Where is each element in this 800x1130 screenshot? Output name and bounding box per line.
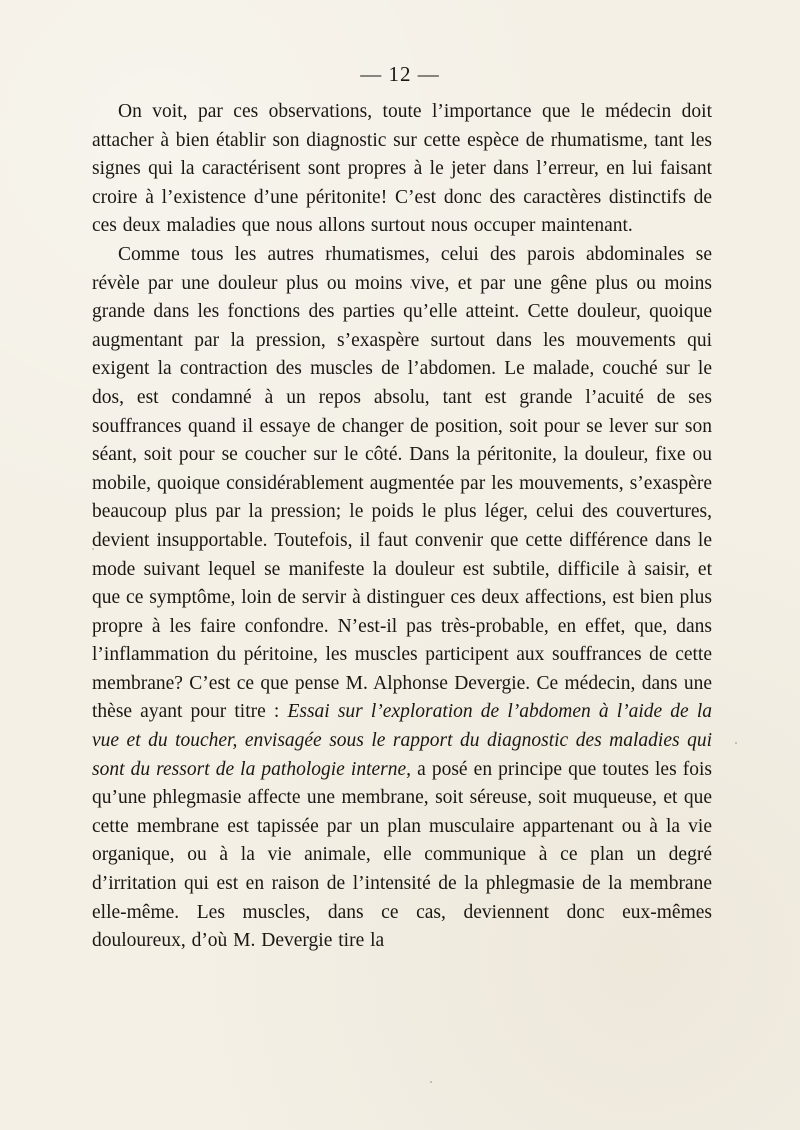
paper-speck bbox=[735, 742, 737, 744]
paragraph-2-part-1: Comme tous les autres rhumatismes, celui des parois abdominales se révèle par une douleur plus ou moins vive, et par une gêne plus ou moins grande dans les fonctions des parties qu’elle atteint. Cette douleur, quoique augmentant par la pression, s’exaspère surtout dans les mouvements qui exigent la contraction des muscles de l’abdomen. Le malade, couché sur le dos, est condamné à un repos absolu, tant est grande l’acuité de ses souffrances quand il essaye de changer de position, soit pour se lever sur son séant, soit pour se coucher sur le côté. Dans la péritonite, la douleur, fixe ou mobile, quoique considérablement augmentée par les mouvements, s’exaspère beaucoup plus par la pression; le poids le plus léger, celui des couvertures, devient insupportable. Toutefois, il faut convenir que cette différence dans le mode suivant lequel se manifeste la douleur est subtile, difficile à saisir, et que ce symptôme, loin de servir à distinguer ces deux affections, est bien plus propre à les faire confondre. N’est-il pas très-probable, en effet, que, dans l’inflammation du péritoine, les muscles participent aux souffrances de cette membrane? C’est ce que pense M. Alphonse Devergie. Ce médecin, dans une thèse ayant pour titre : bbox=[92, 243, 712, 723]
paper-speck bbox=[430, 1081, 432, 1083]
paragraph-1: On voit, par ces observations, toute l’importance que le médecin doit attacher à bien établir son diagnostic sur cette espèce de rhumatisme, tant les signes qui la caractérisent sont propres à le jeter dans l’erreur, en lui faisant croire à l’existence d’une péritonite! C’est donc des caractères distinctifs de ces deux maladies que nous allons surtout nous occuper maintenant. bbox=[92, 101, 712, 237]
page-number: — 12 — bbox=[360, 62, 440, 86]
paper-speck bbox=[410, 286, 412, 288]
body-text bbox=[92, 98, 712, 956]
thesis-title: Essai sur l’exploration de l’abdomen à l’aide de la vue et du toucher, envisagée sous le rapport du diagnostic des maladies qui sont du ressort de la pathologie interne, bbox=[92, 701, 713, 780]
paper-speck bbox=[579, 543, 581, 545]
paper-speck bbox=[92, 548, 94, 550]
paragraph-2-part-2: a posé en principe que toutes les fois qu’une phlegmasie affecte une membrane, soit séreuse, soit muqueuse, et que cette membrane est tapissée par un plan musculaire appartenant ou à la vie organique, ou à la vie animale, elle communique à ce plan un degré d’irritation qui est en raison de l’intensité de la phlegmasie de la membrane elle-même. Les muscles, dans ce cas, deviennent donc eux-mêmes douloureux, d’où M. Devergie tire la bbox=[92, 758, 712, 952]
paragraph-2 bbox=[92, 241, 712, 956]
